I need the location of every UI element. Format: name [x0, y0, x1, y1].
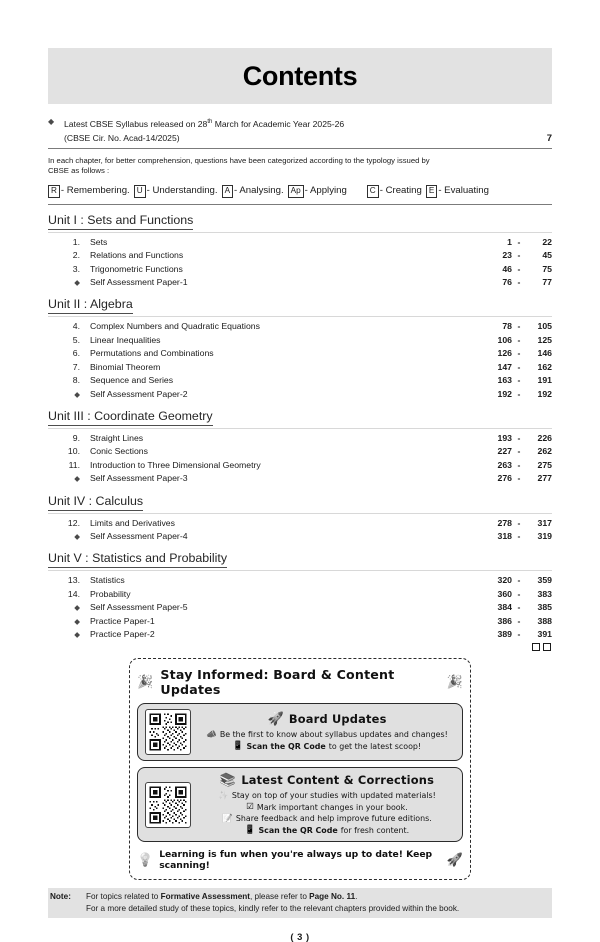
- typology-intro-line-1: In each chapter, for better comprehension, questions have been categorized according to the typology issued by: [48, 155, 430, 165]
- toc-entry-title: Limits and Derivatives: [90, 517, 175, 528]
- toc-page-from: 46: [502, 263, 512, 274]
- toc-entry-number: 9.: [72, 432, 80, 443]
- syllabus-line-2: (CBSE Cir. No. Acad-14/2025): [64, 132, 180, 143]
- toc-entry-title: Binomial Theorem: [90, 361, 161, 372]
- square-marker-icon: [532, 643, 540, 651]
- toc-unit-divider: [48, 316, 552, 317]
- toc-entry-title: Conic Sections: [90, 446, 148, 457]
- toc-unit-divider: [48, 513, 552, 514]
- toc-entry-pages: [486, 601, 552, 614]
- promo-card-line: [199, 790, 455, 801]
- legend-item-evaluating: [426, 185, 493, 198]
- toc-unit-heading: Unit IV : Calculus: [48, 494, 143, 511]
- books-icon: 📚: [219, 772, 237, 788]
- toc-entry-number: 5.: [72, 334, 80, 345]
- syllabus-line-1: Latest CBSE Syllabus released on 28th March for Academic Year 2025-26: [64, 118, 345, 129]
- promo-card-heading: Latest Content & Corrections: [241, 773, 435, 788]
- toc-page-to: 317: [537, 517, 552, 528]
- toc-entry[interactable]: [48, 601, 552, 614]
- toc-entry[interactable]: [48, 628, 552, 641]
- note-bold-formative: Formative Assessment: [160, 892, 250, 902]
- note-bold-page: Page No. 11: [309, 892, 356, 902]
- toc-page-from: 126: [497, 348, 512, 359]
- page-number: ( 3 ): [290, 931, 310, 942]
- toc-page-to: 319: [537, 530, 552, 541]
- toc-page-from: 193: [497, 432, 512, 443]
- toc-entry-pages: [486, 459, 552, 472]
- toc-entry-number: 6.: [72, 348, 80, 359]
- toc-page-dash: -: [517, 575, 521, 586]
- memo-icon: 📝: [222, 813, 233, 824]
- promo-title: Stay Informed: Board & Content Updates: [160, 667, 395, 698]
- toc-page-to: 192: [537, 388, 552, 399]
- rocket-icon: 🚀: [446, 852, 463, 868]
- toc-entry-pages: [486, 374, 552, 387]
- note-line-2: For a more detailed study of these topics, kindly refer to the relevant chapters provided within the book.: [86, 904, 460, 914]
- toc-page-from: 276: [497, 473, 512, 484]
- toc-page-dash: -: [517, 236, 521, 247]
- legend-code-e: E: [426, 185, 437, 198]
- toc-page-from: 78: [502, 321, 512, 332]
- toc-entry[interactable]: [48, 472, 552, 485]
- party-popper-icon: 🎉: [446, 674, 463, 690]
- promo-card-line: [199, 825, 455, 836]
- toc-entry[interactable]: [48, 517, 552, 530]
- toc-page-dash: -: [517, 388, 521, 399]
- toc-entry-pages: [486, 320, 552, 333]
- toc-unit-heading: Unit V : Statistics and Probability: [48, 551, 227, 568]
- toc-page-from: 263: [497, 459, 512, 470]
- toc-entry-title: Permutations and Combinations: [90, 348, 214, 359]
- promo-card-line-bold: Scan the QR Code: [246, 741, 326, 751]
- note-line-1: For topics related to Formative Assessment, please refer to Page No. 11.: [86, 892, 358, 902]
- toc-entry-pages: [486, 276, 552, 289]
- toc-entry-pages: [486, 361, 552, 374]
- legend-label-analysing: - Analysing.: [234, 185, 284, 197]
- toc-entry-pages: [486, 432, 552, 445]
- toc-page-to: 125: [537, 334, 552, 345]
- toc-entry-title: Practice Paper-2: [90, 628, 155, 639]
- promo-card-line: [199, 802, 455, 813]
- toc-page-to: 22: [542, 236, 552, 247]
- toc-unit-section: [48, 407, 552, 486]
- qr-code-latest-content[interactable]: [145, 782, 191, 828]
- toc-page-from: 360: [497, 588, 512, 599]
- toc-unit-section: [48, 492, 552, 544]
- toc-entry-title: Trigonometric Functions: [90, 263, 183, 274]
- toc-entry-pages: [486, 628, 552, 641]
- toc-entry-number: 14.: [67, 588, 80, 599]
- toc-page-to: 226: [537, 432, 552, 443]
- toc-entry[interactable]: [48, 445, 552, 458]
- toc-page-dash: -: [517, 628, 521, 639]
- end-of-contents-marker: [48, 643, 552, 651]
- toc-page-to: 191: [537, 375, 552, 386]
- toc-unit-heading: Unit II : Algebra: [48, 297, 133, 314]
- toc-page-from: 76: [502, 277, 512, 288]
- toc-entry-title: Sequence and Series: [90, 375, 174, 386]
- square-marker-icon: [543, 643, 551, 651]
- toc-page-dash: -: [517, 375, 521, 386]
- syllabus-note: [48, 115, 552, 146]
- light-bulb-icon: 💡: [137, 852, 154, 868]
- promo-title-row: [137, 667, 463, 697]
- toc-page-dash: -: [517, 517, 521, 528]
- toc-entry-title: Practice Paper-1: [90, 615, 155, 626]
- toc-units: [48, 211, 552, 642]
- toc-entry-title: Complex Numbers and Quadratic Equations: [90, 321, 260, 332]
- toc-entry[interactable]: [48, 276, 552, 289]
- legend-code-a: A: [222, 185, 233, 198]
- ordinal-suffix: th: [207, 119, 213, 125]
- toc-unit-divider: [48, 232, 552, 233]
- divider-top: [48, 148, 552, 149]
- promo-card-line: [199, 813, 455, 824]
- toc-page-from: 106: [497, 334, 512, 345]
- promo-card-latest-content[interactable]: [137, 767, 463, 842]
- toc-entry[interactable]: [48, 347, 552, 360]
- toc-page-to: 275: [537, 459, 552, 470]
- typology-legend: [48, 185, 552, 198]
- toc-entry-bullet-icon: ◆: [74, 278, 80, 288]
- toc-entry-title: Straight Lines: [90, 432, 144, 443]
- toc-page-from: 227: [497, 446, 512, 457]
- checkbox-icon: ☑: [246, 802, 254, 813]
- legend-item-creating: [367, 185, 426, 198]
- toc-page-dash: -: [517, 348, 521, 359]
- party-popper-icon: 🎉: [137, 674, 154, 690]
- toc-page-dash: -: [517, 459, 521, 470]
- legend-label-creating: - Creating: [379, 185, 422, 197]
- divider-typology: [48, 204, 552, 205]
- toc-page-from: 147: [497, 361, 512, 372]
- toc-entry-pages: [486, 588, 552, 601]
- promo-card-heading-row: [199, 773, 455, 787]
- megaphone-icon: 📣: [206, 729, 217, 740]
- toc-entry-pages: [486, 263, 552, 276]
- toc-page-to: 77: [542, 277, 552, 288]
- toc-entry-pages: [486, 334, 552, 347]
- toc-entry[interactable]: [48, 588, 552, 601]
- toc-entry-number: 11.: [68, 459, 80, 470]
- toc-entry-pages: [486, 388, 552, 401]
- promo-card-line-bold: Scan the QR Code: [258, 825, 338, 835]
- toc-entry-pages: [486, 530, 552, 543]
- toc-entry[interactable]: [48, 263, 552, 276]
- promo-card-heading-row: [199, 712, 455, 726]
- toc-entry-number: 8.: [72, 375, 80, 386]
- toc-page-dash: -: [517, 277, 521, 288]
- qr-code-board-updates[interactable]: [145, 709, 191, 755]
- legend-item-understanding: [134, 185, 222, 198]
- toc-page-to: 385: [537, 602, 552, 613]
- promo-card-line-text: to get the latest scoop!: [328, 741, 422, 751]
- promo-card-line-text: Share feedback and help improve future editions.: [235, 814, 432, 824]
- toc-entry-number: 13.: [67, 575, 80, 586]
- toc-entry-title: Relations and Functions: [90, 250, 184, 261]
- toc-page-from: 384: [497, 602, 512, 613]
- toc-unit-section: [48, 211, 552, 290]
- toc-page-dash: -: [517, 263, 521, 274]
- note-label: Note:: [50, 892, 71, 902]
- toc-entry-pages: [486, 574, 552, 587]
- qr-code-graphic: [148, 712, 188, 752]
- toc-entry-title: Self Assessment Paper-4: [90, 530, 188, 541]
- promo-card-line-text: Mark important changes in your book.: [256, 802, 408, 812]
- toc-entry[interactable]: [48, 361, 552, 374]
- toc-page-from: 320: [497, 575, 512, 586]
- toc-page-dash: -: [517, 530, 521, 541]
- promo-card-line: [199, 741, 455, 752]
- toc-page-dash: -: [517, 250, 521, 261]
- toc-page-dash: -: [517, 588, 521, 599]
- legend-label-applying: - Applying: [304, 185, 347, 197]
- legend-item-remembering: [48, 185, 134, 198]
- toc-page-from: 389: [497, 628, 512, 639]
- promo-footer-text: Learning is fun when you're always up to date! Keep scanning!: [159, 849, 433, 872]
- toc-entry-number: 1.: [72, 236, 80, 247]
- promo-card-line: [199, 729, 455, 740]
- toc-page-from: 163: [497, 375, 512, 386]
- toc-entry[interactable]: [48, 249, 552, 262]
- toc-page-dash: -: [517, 432, 521, 443]
- toc-page-from: 1: [507, 236, 512, 247]
- toc-entry-title: Introduction to Three Dimensional Geometry: [90, 459, 261, 470]
- toc-page-to: 162: [537, 361, 552, 372]
- legend-item-analysing: [222, 185, 288, 198]
- mobile-phone-icon: 📱: [232, 741, 244, 752]
- toc-page-to: 105: [537, 321, 552, 332]
- footer-note: [48, 888, 552, 918]
- toc-entry-bullet-icon: ◆: [74, 603, 80, 613]
- toc-entry-bullet-icon: ◆: [74, 629, 80, 639]
- promo-card-board-updates[interactable]: [137, 703, 463, 761]
- toc-page-to: 388: [537, 615, 552, 626]
- toc-page-dash: -: [517, 446, 521, 457]
- toc-entry[interactable]: [48, 574, 552, 587]
- toc-page-dash: -: [517, 334, 521, 345]
- promo-card-heading: Board Updates: [288, 712, 387, 727]
- toc-entry-bullet-icon: ◆: [74, 389, 80, 399]
- toc-entry-pages: [486, 347, 552, 360]
- promo-box: [129, 658, 471, 880]
- diamond-bullet-icon: ◆: [48, 117, 55, 126]
- typology-intro-line-2: CBSE as follows :: [48, 166, 110, 176]
- toc-page-to: 45: [542, 250, 552, 261]
- toc-entry-title: Sets: [90, 236, 108, 247]
- toc-entry-pages: [486, 236, 552, 249]
- toc-entry[interactable]: [48, 459, 552, 472]
- page-title: Contents: [242, 60, 358, 91]
- syllabus-page-number: 7: [546, 132, 552, 144]
- toc-page-dash: -: [517, 473, 521, 484]
- promo-card-body: [199, 712, 455, 752]
- toc-entry-title: Probability: [90, 588, 131, 599]
- legend-label-remembering: - Remembering.: [60, 185, 130, 197]
- toc-entry-pages: [486, 249, 552, 262]
- toc-page-to: 391: [537, 628, 552, 639]
- toc-entry[interactable]: [48, 236, 552, 249]
- promo-card-body: [199, 773, 455, 836]
- promo-card-line-text: Stay on top of your studies with updated materials!: [231, 791, 436, 801]
- toc-entry-number: 12.: [67, 517, 80, 528]
- toc-page-to: 383: [537, 588, 552, 599]
- toc-page-dash: -: [517, 321, 521, 332]
- legend-code-u: U: [134, 185, 146, 198]
- toc-unit-section: [48, 549, 552, 641]
- toc-entry[interactable]: [48, 374, 552, 387]
- toc-unit-divider: [48, 428, 552, 429]
- legend-item-applying: [288, 185, 351, 198]
- sparkles-icon: ✨: [218, 790, 229, 801]
- toc-entry-pages: [486, 472, 552, 485]
- toc-unit-heading: Unit III : Coordinate Geometry: [48, 409, 213, 426]
- toc-page-dash: -: [517, 615, 521, 626]
- legend-code-r: R: [48, 185, 60, 198]
- toc-entry[interactable]: [48, 530, 552, 543]
- toc-entry-bullet-icon: ◆: [74, 531, 80, 541]
- toc-entry-number: 4.: [72, 321, 80, 332]
- legend-label-evaluating: - Evaluating: [438, 185, 489, 197]
- toc-unit-section: [48, 295, 552, 400]
- toc-entry[interactable]: [48, 388, 552, 401]
- toc-page-dash: -: [517, 602, 521, 613]
- toc-entry-title: Self Assessment Paper-1: [90, 277, 188, 288]
- toc-page-from: 23: [502, 250, 512, 261]
- toc-entry[interactable]: [48, 334, 552, 347]
- toc-entry[interactable]: [48, 432, 552, 445]
- toc-entry-number: 3.: [72, 263, 80, 274]
- toc-entry-bullet-icon: ◆: [74, 474, 80, 484]
- typology-block: [48, 156, 552, 198]
- legend-code-ap: Ap: [288, 185, 304, 198]
- toc-page-to: 146: [537, 348, 552, 359]
- promo-footer: [137, 848, 463, 872]
- toc-unit-divider: [48, 570, 552, 571]
- toc-page-to: 262: [537, 446, 552, 457]
- mobile-phone-icon: 📱: [244, 825, 256, 836]
- legend-label-understanding: - Understanding.: [146, 185, 218, 197]
- toc-entry[interactable]: [48, 320, 552, 333]
- toc-entry-pages: [486, 615, 552, 628]
- toc-page-to: 277: [537, 473, 552, 484]
- rocket-icon: 🚀: [267, 711, 284, 727]
- toc-entry-bullet-icon: ◆: [74, 616, 80, 626]
- legend-code-c: C: [367, 185, 379, 198]
- toc-entry-title: Self Assessment Paper-2: [90, 388, 188, 399]
- toc-entry-title: Self Assessment Paper-5: [90, 602, 188, 613]
- toc-page-dash: -: [517, 361, 521, 372]
- page-header-band: [48, 48, 552, 104]
- contents-page: [0, 48, 600, 942]
- toc-page-to: 359: [537, 575, 552, 586]
- toc-entry-pages: [486, 445, 552, 458]
- toc-page-from: 386: [497, 615, 512, 626]
- toc-entry-title: Statistics: [90, 575, 125, 586]
- promo-card-line-text: Be the first to know about syllabus updates and changes!: [219, 730, 448, 740]
- toc-entry-number: 10.: [67, 446, 80, 457]
- toc-page-from: 278: [497, 517, 512, 528]
- toc-page-from: 318: [497, 530, 512, 541]
- qr-code-graphic: [148, 785, 188, 825]
- toc-entry-number: 7.: [72, 361, 80, 372]
- toc-entry-title: Linear Inequalities: [90, 334, 161, 345]
- toc-page-to: 75: [542, 263, 552, 274]
- toc-unit-heading: Unit I : Sets and Functions: [48, 213, 193, 230]
- toc-entry-number: 2.: [72, 250, 80, 261]
- toc-page-from: 192: [497, 388, 512, 399]
- toc-entry[interactable]: [48, 615, 552, 628]
- toc-entry-pages: [486, 517, 552, 530]
- promo-card-line-text: for fresh content.: [340, 825, 410, 835]
- toc-entry-title: Self Assessment Paper-3: [90, 473, 188, 484]
